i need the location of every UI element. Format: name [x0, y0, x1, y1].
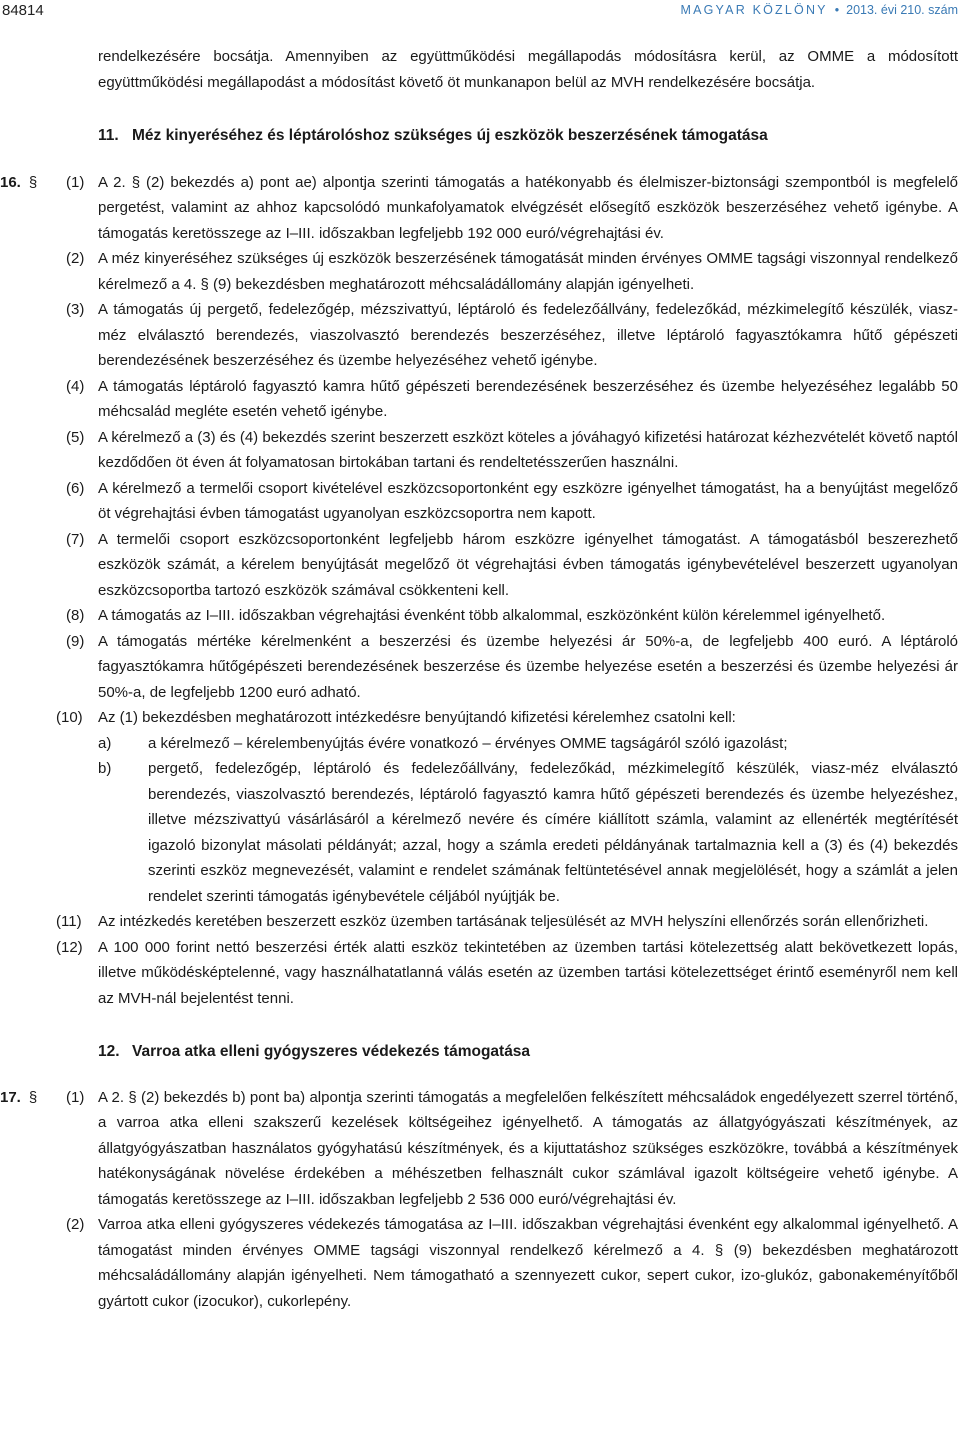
subsection-text: Az (1) bekezdésben meghatározott intézkedésre benyújtandó kifizetési kérelemhez csatolni kell: [98, 709, 736, 726]
subsection-item [0, 1085, 958, 1213]
subsection-item [0, 909, 958, 935]
paragraph-16 [0, 170, 960, 1012]
subsection-text: A támogatás az I–III. időszakban végrehajtási évenként több alkalommal, eszközönként külön kérelemmel igényelhető. [98, 607, 886, 624]
running-head [680, 3, 958, 17]
subsection-number: (4) [66, 377, 85, 395]
point-label: a) [98, 734, 112, 752]
intro-text: rendelkezésére bocsátja. Amennyiben az együttműködési megállapodás módosításra kerül, az OMME a módosított együttműködési megállapodást a módosítást követő öt munkanapon belül az MVH rendelkezésére bocsátja. [98, 48, 958, 91]
subsection-item [0, 246, 958, 297]
section-title: Varroa atka elleni gyógyszeres védekezés támogatása [132, 1043, 531, 1060]
separator-dot: • [834, 3, 840, 17]
section-number: 11. [98, 127, 119, 144]
subsection-text: Varroa atka elleni gyógyszeres védekezés támogatása az I–III. időszakban végrehajtási évenként egy alkalommal igényelhető. A támogatást minden érvényes OMME tagsági viszonnyal rendelkező kérelmező a 4. § (9) bekezdésben meghatározott méhcsaládállomány alapján igényelheti. Nem támogatható a szennyezett cukor, sepert cukor, izo-glukóz, gabonakeményítőből gyártott cukor (izocukor), cukorlepény. [98, 1216, 958, 1310]
subsection-text: A támogatás mértéke kérelmenként a beszerzési és üzembe helyezési ár 50%-a, de legfeljebb 400 euró. A léptároló fagyasztókamra hűtőgépészeti berendezésének beszerzése és üzembe helyezése esetén a beszerzési és üzembe helyezési ár 50%-a, de legfeljebb 1200 euró adható. [98, 632, 958, 701]
subsection-text: A 2. § (2) bekezdés b) pont ba) alpontja szerinti támogatás a megfelelően felkészített méhcsaládok engedélyezett szerrel történő, a varroa atka elleni szakszerű kezelések költségeihez igényelhető. A támogatás az állatgyógyászati készítmények, az állatgyógyászatban használatos gyógyhatású készítmények, és a kijuttatáshoz szükséges eszközökre, továbbá a készítmények hatékonyságának növelése érdekében a méhészetben felhasznált cukor számlával igazolt költségeire vehető igénybe. A támogatás keretösszege az I–III. időszakban legfeljebb 2 536 000 euró/végrehajtási év. [98, 1088, 958, 1208]
subsection-text: A támogatás új pergető, fedelezőgép, mézszivattyú, léptároló és fedelezőállvány, fedelezőkád, mézkimelegítő készülék, viasz-méz elválasztó berendezés, viaszolvasztó berendezés beszerzéséhez, illetve léptároló fagyasztókamra hűtő gépészeti berendezésének beszerzéséhez és üzembe helyezéséhez vehető igénybe. [98, 301, 958, 369]
subsection-number: (1) [66, 1088, 85, 1106]
point-label: b) [98, 760, 112, 777]
page-header [0, 0, 960, 22]
subsection-text: A termelői csoport eszközcsoportonként legfeljebb három eszközre igényelhet támogatást. A támogatásból beszerezhető eszközök számát, a kérelem benyújtását megelőző öt végrehajtási évben támogatás igénybevételével beszerzett ugyanolyan eszközcsoportba tartozó eszközök számával csökkenteni kell. [98, 530, 958, 599]
subsection-item [0, 170, 958, 247]
section-title: Méz kinyeréséhez és léptárolóshoz szükséges új eszközök beszerzésének támogatása [132, 127, 768, 144]
subsection-item [0, 1212, 958, 1314]
subsection-item [0, 297, 958, 374]
subsection-number: (12) [56, 938, 83, 956]
subsection-item [0, 476, 958, 527]
subsection-number: (11) [56, 913, 82, 930]
subsection-number: (2) [66, 250, 85, 267]
subsection-text: A kérelmező a termelői csoport kivételével eszközcsoportonként egy eszközre igényelhet támogatást, ha a benyújtást megelőző öt végrehajtási évben támogatást ugyanolyan eszközcsoportra nem kapott. [98, 479, 958, 522]
point-item [0, 756, 958, 909]
subsection-text: A támogatás léptároló fagyasztó kamra hűtő gépészeti berendezésének beszerzéséhez és üzembe helyezéséhez legalább 50 méhcsalád megléte esetén vehető igénybe. [98, 377, 958, 420]
subsection-text: A méz kinyeréséhez szükséges új eszközök beszerzésének támogatását minden érvényes OMME tagsági viszonnyal rendelkező kérelmező a 4. § (9) bekezdésben meghatározott méhcsaládállomány alapján igényelheti. [98, 250, 958, 293]
paragraph-number: 16. § [0, 173, 38, 191]
section-heading [98, 1039, 960, 1065]
subsection-text: A 100 000 forint nettó beszerzési érték alatti eszköz tekintetében az üzemben tartási kötelezettség alatt bekövetkezett lopás, illetve működésképtelenné, vagy használhatatlanná válás esetén az üzemben tartási kötelezettséget érintő eseményről nem kell az MVH-nál bejelentést tenni. [98, 938, 958, 1007]
point-item [0, 731, 958, 757]
subsection-number: (10) [56, 709, 83, 726]
subsection-item [0, 629, 958, 706]
subsection-number: (1) [66, 173, 85, 191]
page-number: 84814 [2, 2, 44, 19]
subsection-number: (6) [66, 479, 85, 497]
subsection-item [0, 374, 958, 425]
subsection-number: (5) [66, 428, 85, 446]
subsection-item [0, 705, 958, 731]
point-text: a kérelmező – kérelembenyújtás évére vonatkozó – érvényes OMME tagságáról szóló igazolást; [148, 734, 788, 752]
subsection-item [0, 935, 958, 1012]
subsection-number: (3) [66, 301, 85, 318]
subsection-text: Az intézkedés keretében beszerzett eszköz üzemben tartásának teljesülését az MVH helyszíni ellenőrzés során ellenőrizheti. [98, 913, 929, 930]
subsection-number: (8) [66, 607, 85, 624]
paragraph-17 [0, 1085, 960, 1315]
section-number: 12. [98, 1043, 120, 1060]
subsection-number: (7) [66, 530, 85, 548]
point-text: pergető, fedelezőgép, léptároló és fedelezőállvány, fedelezőkád, mézkimelegítő készülék, viasz-méz elválasztó berendezés, viaszolvasztó berendezés, léptároló fagyasztó kamra hűtő gépészeti berendezés és üzembe helyezéshez, illetve mézszivattyú vásárlásáról a kérelmező nevére és címére kiállított számla, valamint az ellenérték megtérítését igazoló bizonylat másolati példányát; azzal, hogy a számla eredeti példányának tartalmaznia kell a (3) és (4) bekezdés szerinti eszköz megnevezését, valamint e rendelet számának feltüntetésével annak megjelölését, hogy a számlát a jelen rendelet szerinti támogatás igénybevétele céljából nyújtják be. [148, 760, 958, 905]
subsection-item [0, 425, 958, 476]
subsection-number: (9) [66, 632, 85, 650]
journal-title: MAGYAR KÖZLÖNY [680, 3, 828, 17]
subsection-text: A 2. § (2) bekezdés a) pont ae) alpontja szerinti támogatás a hatékonyabb és élelmiszer-biztonsági szempontból is megfelelő pergetést, valamint az ahhoz kapcsolódó munkafolyamatok elvégzését elősegítő eszközök beszerzéséhez vehető igénybe. A támogatás keretösszege az I–III. időszakban legfeljebb 192 000 euró/végrehajtási év. [98, 173, 958, 242]
section-heading [98, 123, 960, 149]
subsection-item [0, 527, 958, 604]
document-body [0, 44, 960, 1314]
subsection-item [0, 603, 958, 629]
paragraph-number: 17. § [0, 1088, 38, 1106]
subsection-text: A kérelmező a (3) és (4) bekezdés szerint beszerzett eszközt köteles a jóváhagyó kifizetési határozat kézhezvételét követő naptól kezdődően öt éven át folyamatosan birtokában tartani és rendeltetésszerűen használni. [98, 428, 958, 471]
issue-number: 2013. évi 210. szám [846, 3, 958, 17]
subsection-number: (2) [66, 1216, 85, 1233]
